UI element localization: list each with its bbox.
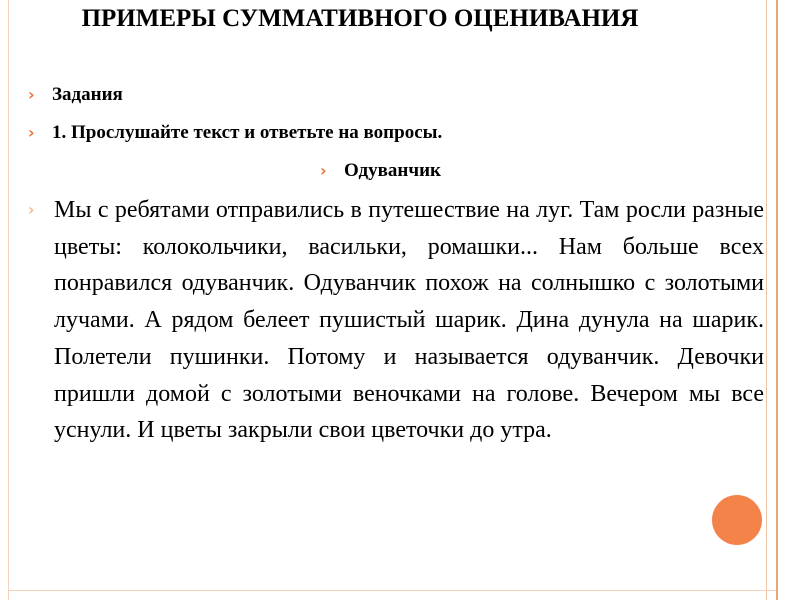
slide-border-left <box>8 0 9 600</box>
bullet-tasks <box>28 84 123 106</box>
bullet-instruction-text: 1. Прослушайте текст и ответьте на вопросы. <box>52 122 443 143</box>
arrow-bullet-icon: › <box>28 85 35 104</box>
arrow-bullet-icon: › <box>320 161 327 180</box>
bullet-story-title <box>320 160 441 182</box>
bullet-instruction <box>28 122 442 144</box>
arrow-bullet-icon: › <box>28 200 35 219</box>
slide-title: ПРИМЕРЫ СУММАТИВНОГО ОЦЕНИВАНИЯ <box>81 5 639 32</box>
story-title-text: Одуванчик <box>344 160 441 181</box>
slide-border-bottom <box>8 590 776 591</box>
bullet-tasks-text: Задания <box>52 84 123 105</box>
slide-border-right-outer <box>776 0 778 600</box>
decorative-orange-circle <box>712 495 762 545</box>
story-paragraph <box>28 192 772 449</box>
story-text: Мы с ребятами отправились в путешествие на луг. Там росли разные цветы: колокольчики, васильки, ромашки... Нам больше всех понравился одуванчик. Одуванчик похож на солнышко с золотыми лучами. А рядом белеет пушистый шарик. Дина дунула на шарик. Полетели пушинки. Потому и называется одуванчик. Девочки пришли домой с золотыми веночками на голове. Вечером мы все уснули. И цветы закрыли свои цветочки до утра. <box>54 197 764 444</box>
arrow-bullet-icon: › <box>28 123 35 142</box>
